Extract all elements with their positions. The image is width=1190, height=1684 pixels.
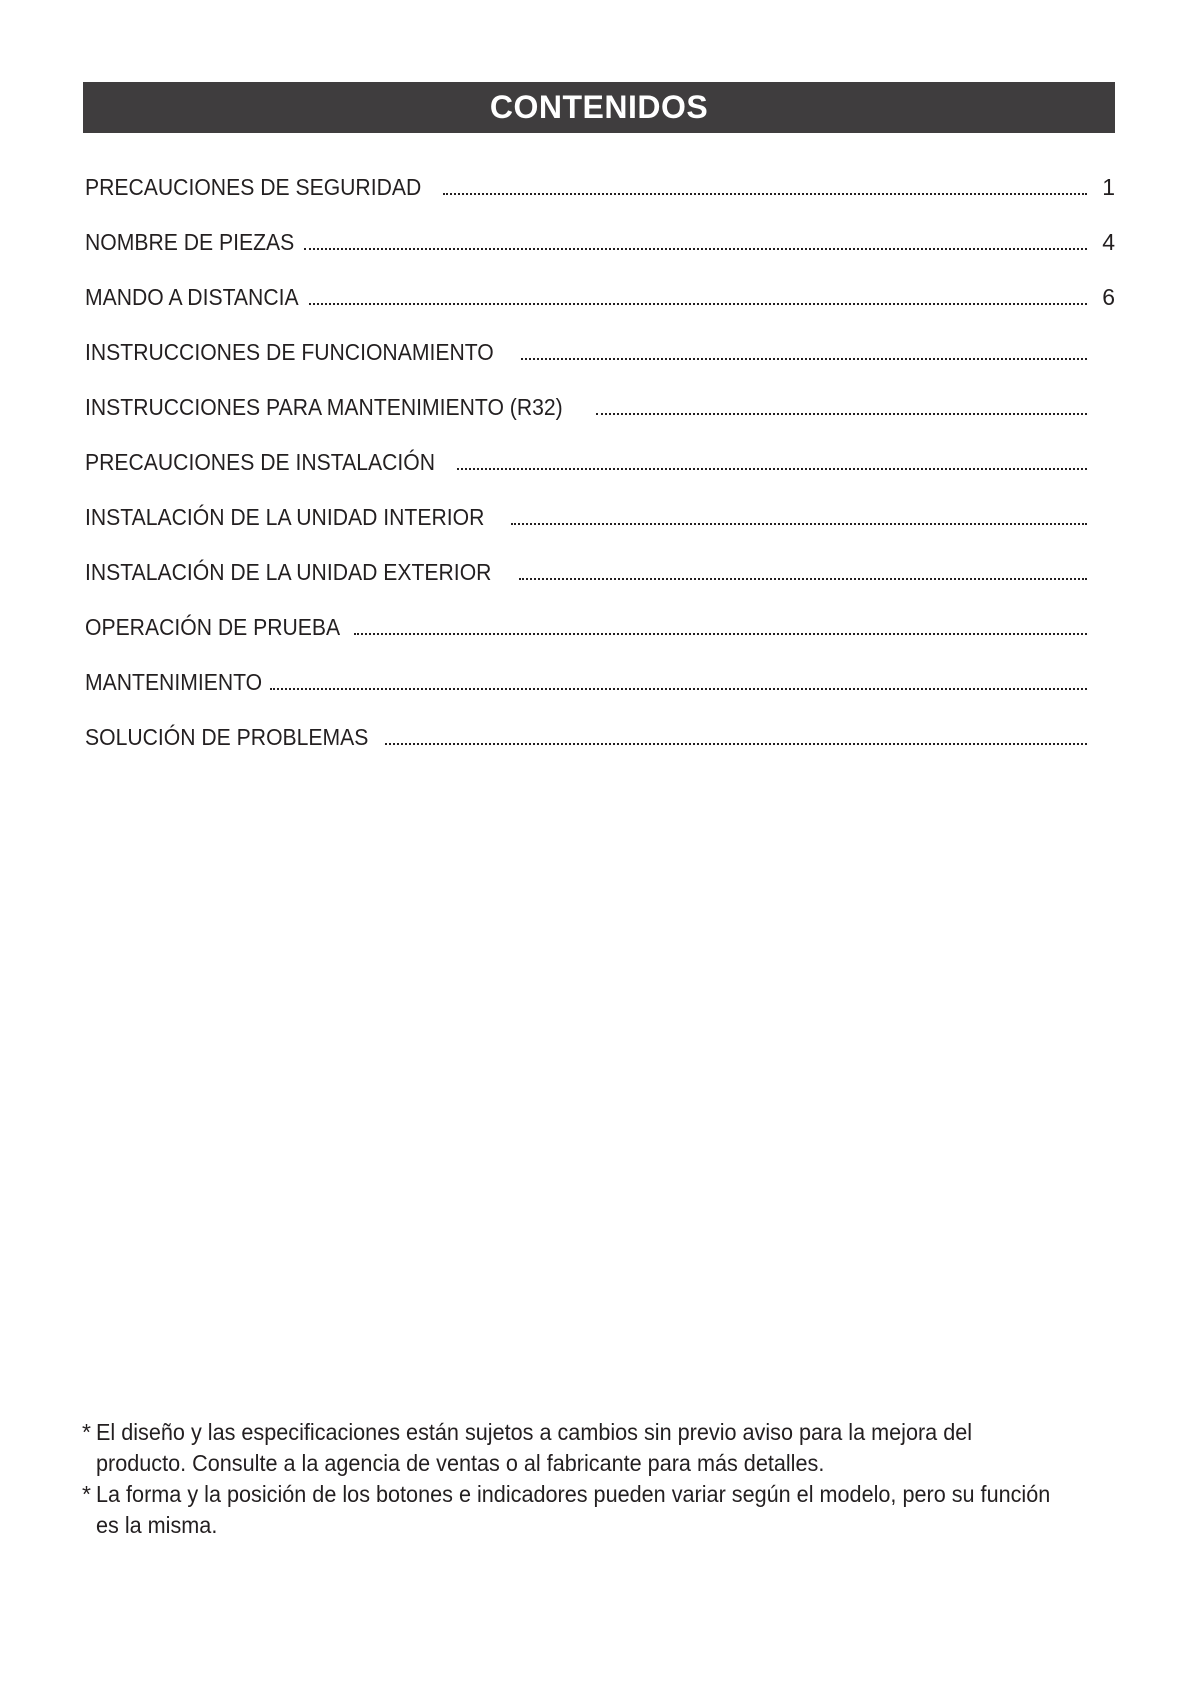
- dot-leader: [521, 358, 1087, 360]
- toc-entry-instrucciones-mantenimiento[interactable]: [85, 392, 1115, 447]
- toc-entry-mando-distancia[interactable]: [85, 282, 1115, 337]
- toc-page-number: 6: [1102, 284, 1115, 310]
- toc-entry-solucion-problemas[interactable]: [85, 722, 1115, 777]
- page-title: CONTENIDOS: [489, 89, 709, 125]
- toc-page-number: 1: [1102, 174, 1115, 200]
- dot-leader: [354, 633, 1087, 635]
- toc-entry-label: OPERACIÓN DE PRUEBA: [85, 614, 341, 640]
- footnote-buttons-indicators: [82, 1479, 1122, 1541]
- dot-leader: [304, 248, 1087, 250]
- toc-entry-label: MANTENIMIENTO: [85, 669, 263, 695]
- asterisk-mark: *: [82, 1481, 91, 1507]
- toc-entry-label: INSTALACIÓN DE LA UNIDAD EXTERIOR: [85, 559, 492, 585]
- toc-entry-mantenimiento[interactable]: [85, 667, 1115, 722]
- toc-entry-instrucciones-funcionamiento[interactable]: [85, 337, 1115, 392]
- toc-entry-nombre-piezas[interactable]: [85, 227, 1115, 282]
- toc-entry-label: MANDO A DISTANCIA: [85, 284, 299, 310]
- footnote-text: La forma y la posición de los botones e indicadores pueden variar según el modelo, pero su función es la misma.: [96, 1481, 1051, 1538]
- toc-entry-precauciones-seguridad[interactable]: [85, 172, 1115, 227]
- title-bar: [83, 82, 1115, 133]
- footnote-text: El diseño y las especificaciones están sujetos a cambios sin previo aviso para la mejora del producto. Consulte a la agencia de ventas o al fabricante para más detalles.: [96, 1419, 973, 1476]
- toc-entry-label: PRECAUCIONES DE INSTALACIÓN: [85, 449, 435, 475]
- footnotes: [82, 1417, 1122, 1541]
- toc-page-number: 4: [1102, 229, 1115, 255]
- toc-entry-label: INSTRUCCIONES DE FUNCIONAMIENTO: [85, 339, 494, 365]
- dot-leader: [270, 688, 1087, 690]
- toc-entry-label: PRECAUCIONES DE SEGURIDAD: [85, 174, 422, 200]
- toc-entry-label: INSTALACIÓN DE LA UNIDAD INTERIOR: [85, 504, 485, 530]
- dot-leader: [519, 578, 1087, 580]
- toc-entry-label: NOMBRE DE PIEZAS: [85, 229, 295, 255]
- toc-entry-label: SOLUCIÓN DE PROBLEMAS: [85, 724, 369, 750]
- dot-leader: [457, 468, 1087, 470]
- dot-leader: [385, 743, 1087, 745]
- dot-leader: [596, 413, 1087, 415]
- table-of-contents: [85, 172, 1115, 777]
- toc-entry-instalacion-interior[interactable]: [85, 502, 1115, 557]
- asterisk-mark: *: [82, 1419, 91, 1445]
- toc-entry-precauciones-instalacion[interactable]: [85, 447, 1115, 502]
- dot-leader: [443, 193, 1087, 195]
- footnote-design-specs: [82, 1417, 1122, 1479]
- dot-leader: [511, 523, 1087, 525]
- dot-leader: [309, 303, 1087, 305]
- toc-entry-label: INSTRUCCIONES PARA MANTENIMIENTO (R32): [85, 394, 563, 420]
- toc-entry-instalacion-exterior[interactable]: [85, 557, 1115, 612]
- toc-entry-operacion-prueba[interactable]: [85, 612, 1115, 667]
